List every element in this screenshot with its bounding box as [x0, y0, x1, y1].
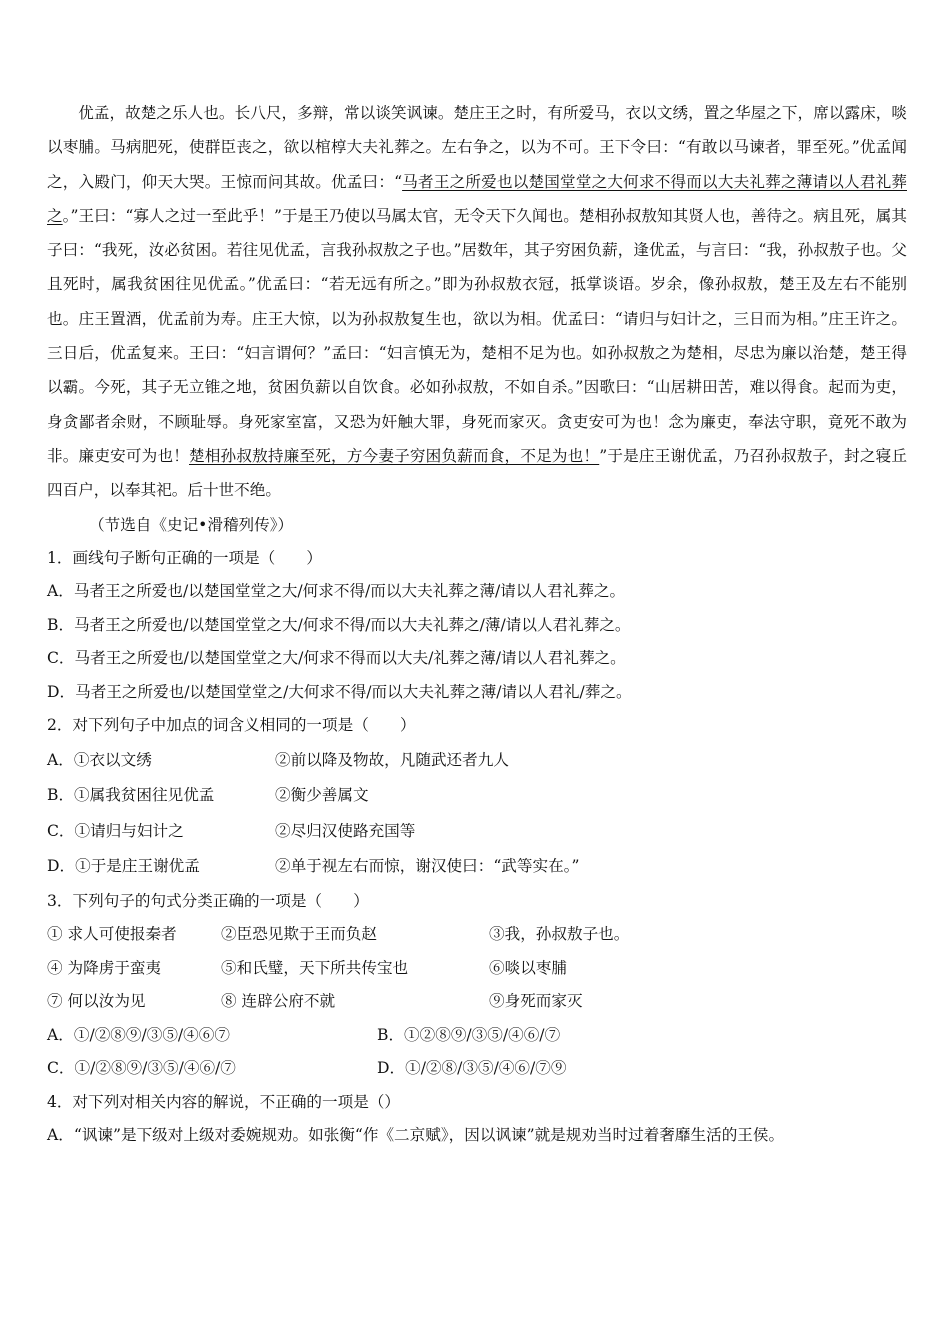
question-1-option-c: C．马者王之所爱也/以楚国堂堂之大/何求不得而以大夫/礼葬之薄/请以人君礼葬之。 [47, 649, 626, 668]
option-sentence-2: ②尽归汉使路充国等 [275, 821, 416, 840]
source-citation: （节选自《史记•滑稽列传》） [89, 515, 294, 534]
option-sentence-2: ②单于视左右而惊，谢汉使曰：“武等实在。” [275, 857, 580, 876]
question-2-stem: 2．对下列句子中加点的词含义相同的一项是（ ） [47, 716, 416, 735]
option-sentence-1: C．①请归与妇计之 [47, 821, 184, 840]
sentence-row [47, 952, 907, 986]
question-3-option-a: A．①/②⑧⑨/③⑤/④⑥⑦ [47, 1025, 230, 1044]
sentence-item: ②臣恐见欺于王而负赵 [221, 925, 377, 944]
sentence-item: ⑦ 何以汝为见 [47, 992, 146, 1011]
passage-text: 优孟，故楚之乐人也。长八尺，多辩，常以谈笑讽谏。楚庄王之时，有所爱马，衣以文绣，置之华屋之下，席以露床，啖以枣脯。马病肥死，使群臣丧之，欲以棺椁大夫礼葬之。左右争之，以为不可。王下令曰：“有敢以马谏者，罪至死。”优孟闻之，入殿门，仰天大哭。王惊而问其故。优孟曰：“ [47, 104, 907, 191]
question-2 [47, 709, 907, 885]
option-sentence-2: ②前以降及物故，凡随武还者九人 [275, 750, 509, 769]
question-2-option-b [47, 778, 907, 814]
question-3-answers-row [47, 1052, 907, 1086]
sentence-item: ⑧ 连辟公府不就 [221, 992, 336, 1011]
underlined-sentence-1: 马者王之所爱也以楚国堂堂之大何求不得而以大夫礼葬之薄请以人君礼葬之 [47, 172, 907, 225]
sentence-item: ④ 为降虏于蛮夷 [47, 958, 162, 977]
question-3-answers-row [47, 1019, 907, 1053]
passage-text: 。”王曰：“寡人之过一至此乎！”于是王乃使以马属太官，无令天下久闻也。楚相孙叔敖知其贤人也，善待之。病且死，属其子曰：“我死，汝必贫困。若往见优孟，言我孙叔敖之子也。”居数年，其子穷困负薪，逢优孟，与言曰：“我，孙叔敖子也。父且死时，属我贫困往见优孟。”优孟曰：“若无远有所之。”即为孙叔敖衣冠，抵掌谈语。岁余，像孙叔敖，楚王及左右不能别也。庄王置酒，优孟前为寿。庄王大惊，以为孙叔敖复生也，欲以为相。优孟曰：“请归与妇计之，三日而为相。”庄王许之。三日后，优孟复来。王曰：“妇言谓何？”孟曰：“妇言慎无为，楚相不足为也。如孙叔敖之为楚相，尽忠为廉以治楚，楚王得以霸。今死，其子无立锥之地，贫困负薪以自饮食。必如孙叔敖，不如自杀。”因歌曰：“山居耕田苦，难以得食。起而为吏，身贪鄙者余财，不顾耻辱。身死家室富，又恐为奸触大罪，身死而家灭。贪吏安可为也！念为廉吏，奉法守职，竟死不敢为非。廉吏安可为也！ [47, 206, 907, 465]
question-2-option-c [47, 814, 907, 850]
sentence-item: ⑥啖以枣脯 [489, 958, 567, 977]
question-4-option-a: A．“讽谏”是下级对上级对委婉规劝。如张衡“作《二京赋》，因以讽谏”就是规劝当时过着奢靡生活的王侯。 [47, 1126, 785, 1145]
question-3-option-d: D．①/②⑧/③⑤/④⑥/⑦⑨ [377, 1059, 567, 1078]
question-3-option-c: C．①/②⑧⑨/③⑤/④⑥/⑦ [47, 1059, 236, 1078]
question-1-option-d: D．马者王之所爱也/以楚国堂堂之/大何求不得/而以大夫礼葬之薄/请以人君礼/葬之。 [47, 682, 632, 701]
question-3-option-b: B．①②⑧⑨/③⑤/④⑥/⑦ [377, 1025, 561, 1044]
passage-paragraph [47, 96, 907, 508]
document-page [47, 96, 907, 1153]
question-2-option-d [47, 849, 907, 885]
underlined-sentence-2: 楚相孙叔敖持廉至死，方今妻子穷困负薪而食，不足为也！ [189, 446, 600, 465]
option-sentence-1: B．①属我贫困往见优孟 [47, 786, 215, 805]
sentence-item: ③我，孙叔敖子也。 [489, 925, 630, 944]
sentence-item: ① 求人可使报秦者 [47, 925, 177, 944]
option-sentence-1: D．①于是庄王谢优孟 [47, 857, 200, 876]
sentence-row [47, 918, 907, 952]
option-sentence-1: A．①衣以文绣 [47, 750, 152, 769]
question-4-stem: 4．对下列对相关内容的解说，不正确的一项是（） [47, 1092, 400, 1111]
question-1-stem: 1．画线句子断句正确的一项是（ ） [47, 548, 323, 567]
classical-passage [47, 96, 907, 508]
question-1 [47, 542, 907, 710]
question-3 [47, 885, 907, 1086]
question-4 [47, 1086, 907, 1153]
question-2-option-a [47, 743, 907, 779]
sentence-item: ⑤和氏璧，天下所共传宝也 [221, 958, 409, 977]
sentence-item: ⑨身死而家灭 [489, 992, 583, 1011]
question-3-stem: 3．下列句子的句式分类正确的一项是（ ） [47, 891, 369, 910]
sentence-row [47, 985, 907, 1019]
passage-text: ”于是庄王谢优孟，乃召孙叔敖子，封之寝丘四百户，以奉其祀。后十世不绝。 [47, 446, 907, 500]
option-sentence-2: ②衡少善属文 [275, 786, 369, 805]
question-1-option-a: A．马者王之所爱也/以楚国堂堂之大/何求不得/而以大夫礼葬之薄/请以人君礼葬之。 [47, 582, 626, 601]
question-1-option-b: B．马者王之所爱也/以楚国堂堂之大/何求不得/而以大夫礼葬之/薄/请以人君礼葬之。 [47, 615, 631, 634]
